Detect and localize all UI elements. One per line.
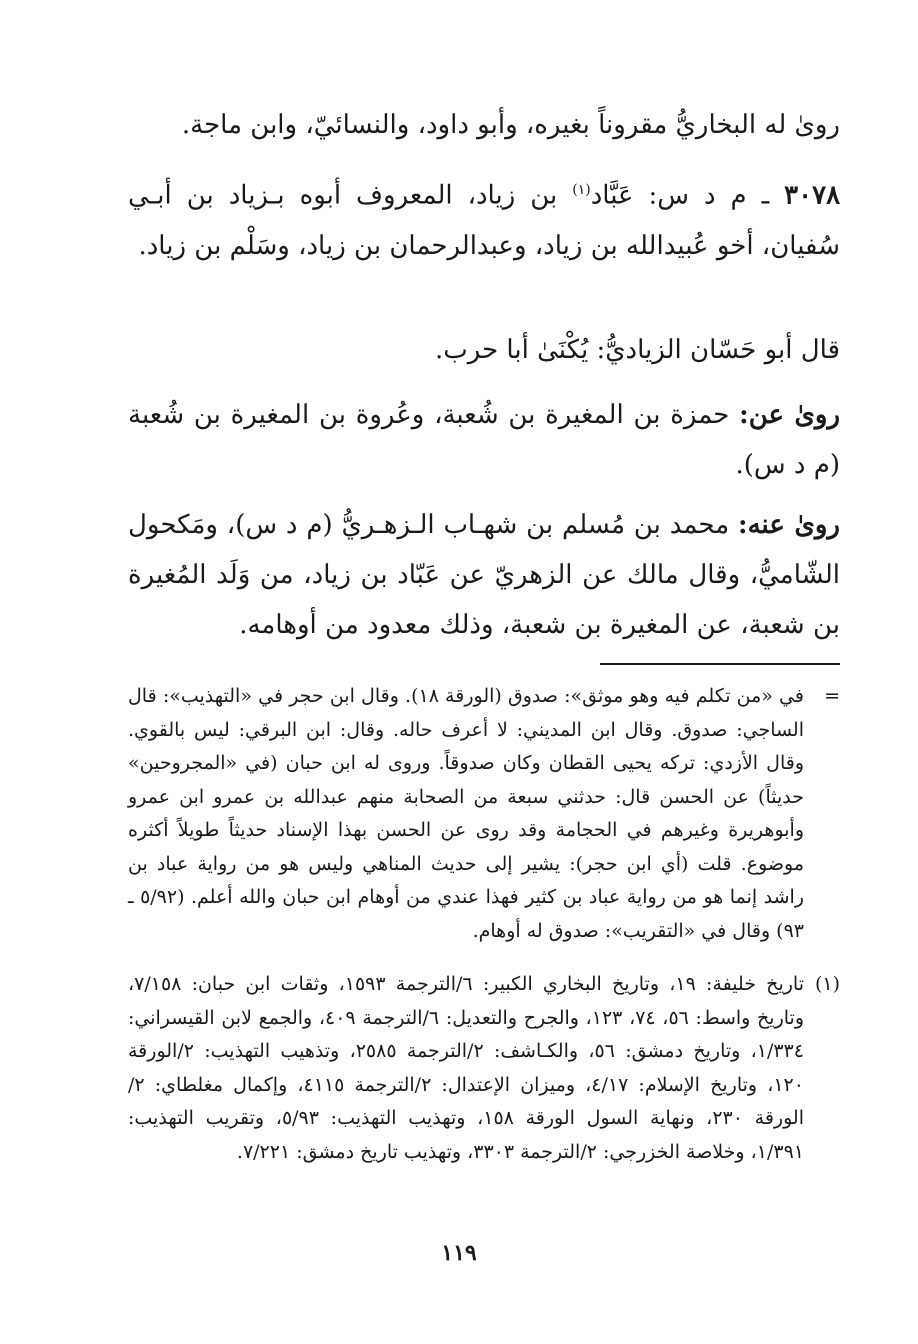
- footnote-1-block: [128, 968, 840, 1169]
- rawa-an-label: روىٰ عن:: [739, 400, 841, 430]
- footnote-1: [128, 968, 840, 1169]
- entry-text: [128, 165, 840, 271]
- footnote-ref-1: (١): [572, 182, 591, 198]
- kunya-text: قال أبو حَسّان الزياديُّ: يُكْنَىٰ أبا حرب.: [435, 335, 840, 365]
- rawa-anhu-body: محمد بن مُسلم بن شهـاب الـزهـريُّ (م د س)، ومَكحول الشّاميُّ، وقال مالك عن الزهريّ عن عَبّاد بن زياد، من وَلَد المُغيرة بن شعبة، عن المغيرة بن شعبة، وذلك معدود من أوهامه.: [128, 510, 840, 640]
- kunya-paragraph: [128, 325, 840, 375]
- footnote-continuation: [128, 680, 840, 948]
- rawa-anhu-paragraph: [128, 500, 840, 650]
- entry-description: بن زياد، المعروف أبوه بـزياد بن أبـي سُفيان، أخو عُبيدالله بن زياد، وعبدالرحمان بن زياد، وسَلْم بن زياد.: [128, 180, 840, 261]
- footnote-1-text: تاريخ خليفة: ١٩، وتاريخ البخاري الكبير: ٦/الترجمة ١٥٩٣، وثقات ابن حبان: ٧/١٥٨، وتاريخ واسط: ٥٦، ٧٤، ١٢٣، والجرح والتعديل: ٦/الترجمة ٤٠٩، والجمع لابن القيسراني: ١/٣٣٤، وتاريخ دمشق: ٥٦، والكـاشف: ٢/الترجمة ٢٥٨٥، وتذهيب التهذيب: ٢/الورقة ١٢٠، وتاريخ الإسلام: ٤/١٧، وميزان الإعتدال: ٢/الترجمة ٤١١٥، وإكمال مغلطاي: ٢/الورقة ٢٣٠، ونهاية السول الورقة ١٥٨، وتهذيب التهذيب: ٥/٩٣، وتقريب التهذيب: ١/٣٩١، وخلاصة الخزرجي: ٢/الترجمة ٣٣٠٣، وتهذيب تاريخ دمشق: ٧/٢٢١.: [128, 973, 805, 1163]
- footnote-continuation-text: في «من تكلم فيه وهو موثق»: صدوق (الورقة ١٨). وقال ابن حجر في «التهذيب»: قال الساجي: صدوق. وقال ابن المديني: لا أعرف حاله. وقال: ابن البرقي: ليس بالقوي. وقال الأزدي: تركه يحيى القطان وكان صدوقاً. وروى له ابن حبان (في «المجروحين» حديثاً) عن الحسن قال: حدثني سبعة من الصحابة منهم عبدالله بن عمرو ابن عمرو وأبوهريرة وغيرهم في الحجامة وقد روى عن الحسن بهذا الإسناد حديثاً طويلاً أكثره موضوع. قلت (أي ابن حجر): يشير إلى حديث المناهي وليس هو من رواية عباد بن راشد إنما هو من رواية عباد بن كثير فهذا عندي من أوهام ابن حبان والله أعلم. (٥/٩٢ ـ ٩٣) وقال في «التقريب»: صدوق له أوهام.: [128, 685, 804, 942]
- entry-number: ٣٠٧٨: [784, 180, 841, 211]
- footnote-continuation-block: [128, 680, 840, 948]
- rawa-anhu-text: [128, 500, 840, 650]
- entry-name: عَبَّاد: [590, 180, 634, 211]
- rawa-anhu-label: روىٰ عنه:: [737, 510, 840, 540]
- paragraph-narrators-line: [128, 100, 840, 150]
- footnote-divider: [600, 663, 840, 665]
- continuation-marker: =: [824, 685, 840, 707]
- footnote-1-marker: (١): [814, 973, 840, 995]
- rawa-an-paragraph: [128, 390, 840, 490]
- narrators-sentence: روىٰ له البخاريُّ مقروناً بغيره، وأبو داود، والنسائيّ، وابن ماجة.: [181, 110, 840, 140]
- rawa-an-body: حمزة بن المغيرة بن شُعبة، وعُروة بن المغيرة بن شُعبة (م د س).: [128, 400, 840, 480]
- entry-paragraph: [128, 165, 840, 271]
- entry-sigla: ـ م د س:: [648, 180, 770, 211]
- rawa-an-text: [128, 390, 840, 490]
- page-number: ١١٩: [441, 1240, 477, 1266]
